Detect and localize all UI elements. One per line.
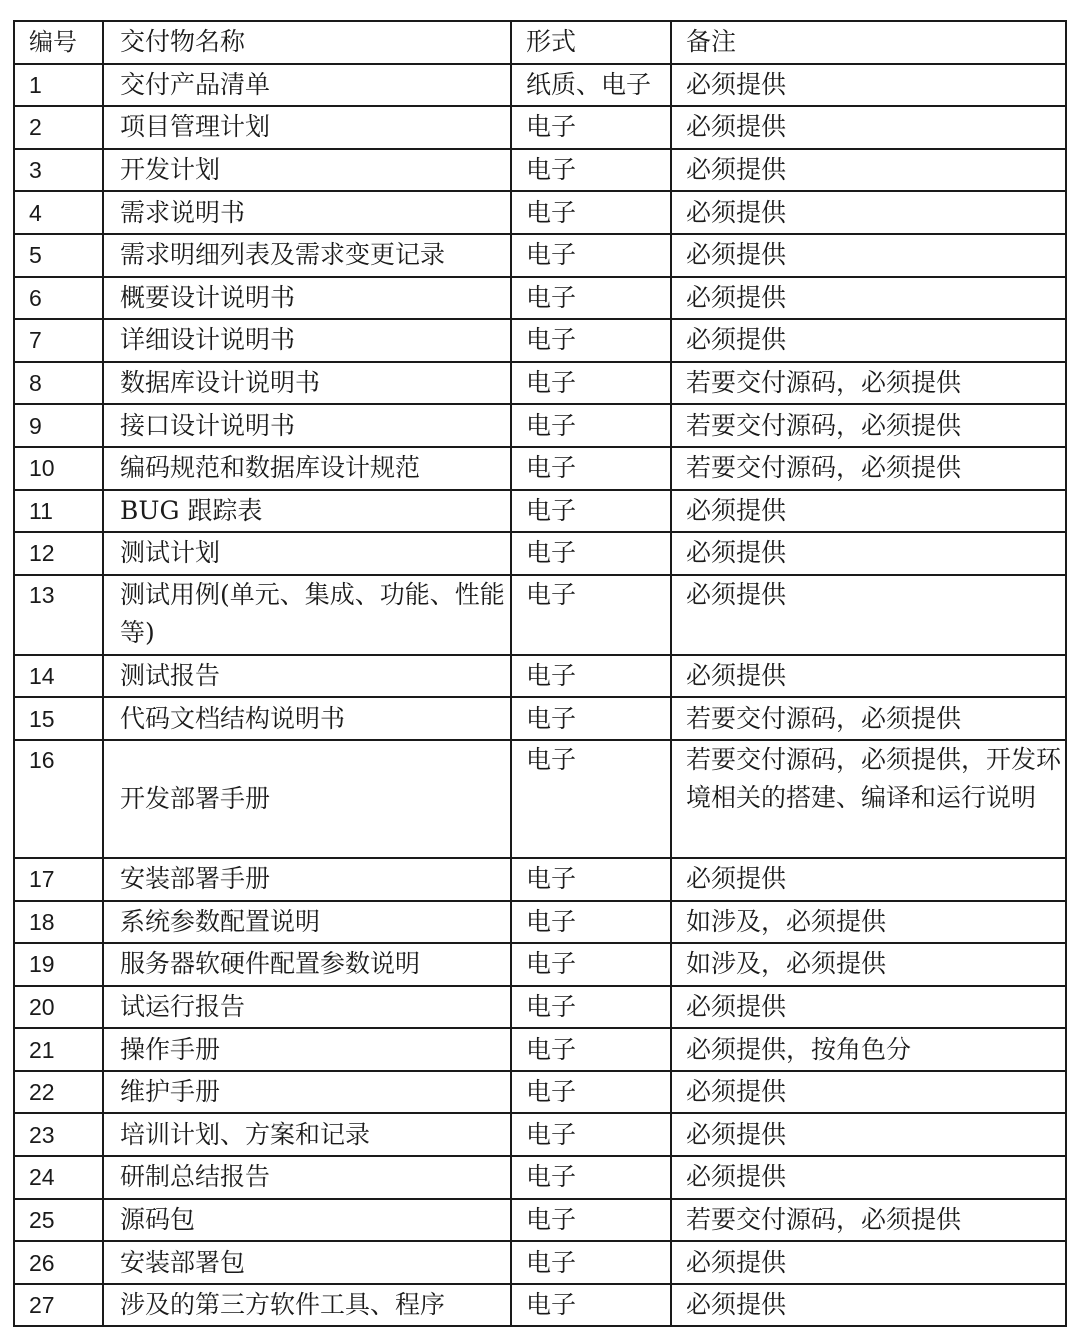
deliverables-table-container: [13, 20, 1065, 1327]
table-row: [14, 858, 1066, 901]
cell-number: 26: [14, 1241, 103, 1284]
cell-deliverable-name: 测试报告: [103, 655, 511, 698]
cell-form: 电子: [511, 447, 671, 490]
cell-remarks: 必须提供: [671, 277, 1066, 320]
cell-remarks: 必须提供: [671, 1071, 1066, 1114]
cell-remarks: 若要交付源码，必须提供: [671, 1199, 1066, 1242]
cell-remarks: 必须提供: [671, 1156, 1066, 1199]
table-row: [14, 575, 1066, 655]
cell-remarks: 若要交付源码，必须提供: [671, 697, 1066, 740]
cell-number: 12: [14, 532, 103, 575]
table-row: [14, 532, 1066, 575]
table-body: [14, 21, 1066, 1326]
cell-form: 电子: [511, 655, 671, 698]
table-row: [14, 277, 1066, 320]
table-row: [14, 943, 1066, 986]
table-row: [14, 1156, 1066, 1199]
cell-deliverable-name: 交付产品清单: [103, 64, 511, 107]
cell-number: 2: [14, 106, 103, 149]
cell-remarks: 如涉及，必须提供: [671, 901, 1066, 944]
cell-remarks: 必须提供: [671, 1284, 1066, 1327]
cell-remarks: 必须提供: [671, 575, 1066, 655]
cell-remarks: 必须提供，按角色分: [671, 1028, 1066, 1071]
cell-form: 电子: [511, 404, 671, 447]
cell-deliverable-name: 维护手册: [103, 1071, 511, 1114]
cell-deliverable-name: BUG 跟踪表: [103, 490, 511, 533]
table-row: [14, 655, 1066, 698]
cell-remarks: 必须提供: [671, 64, 1066, 107]
cell-deliverable-name: 操作手册: [103, 1028, 511, 1071]
cell-form: 电子: [511, 1028, 671, 1071]
cell-remarks: 必须提供: [671, 490, 1066, 533]
cell-number: 22: [14, 1071, 103, 1114]
table-row: [14, 1284, 1066, 1327]
cell-remarks: 必须提供: [671, 106, 1066, 149]
cell-form: 电子: [511, 191, 671, 234]
cell-form: 电子: [511, 1284, 671, 1327]
cell-number: 24: [14, 1156, 103, 1199]
cell-form: 电子: [511, 1241, 671, 1284]
table-row: [14, 191, 1066, 234]
table-row: [14, 234, 1066, 277]
cell-deliverable-name: 需求明细列表及需求变更记录: [103, 234, 511, 277]
cell-deliverable-name: 服务器软硬件配置参数说明: [103, 943, 511, 986]
cell-deliverable-name: 概要设计说明书: [103, 277, 511, 320]
cell-remarks: 必须提供: [671, 1113, 1066, 1156]
deliverables-table: [13, 20, 1067, 1327]
cell-form: 电子: [511, 1156, 671, 1199]
cell-form: 电子: [511, 490, 671, 533]
cell-deliverable-name: 开发部署手册: [103, 740, 511, 858]
cell-number: 15: [14, 697, 103, 740]
table-row: [14, 106, 1066, 149]
cell-deliverable-name: 培训计划、方案和记录: [103, 1113, 511, 1156]
cell-number: 18: [14, 901, 103, 944]
table-row: [14, 1241, 1066, 1284]
table-row: [14, 986, 1066, 1029]
cell-number: 19: [14, 943, 103, 986]
table-header-row: [14, 21, 1066, 64]
cell-form: 电子: [511, 234, 671, 277]
cell-form: 电子: [511, 697, 671, 740]
cell-number: 23: [14, 1113, 103, 1156]
table-row: [14, 149, 1066, 192]
cell-number: 14: [14, 655, 103, 698]
cell-form: 电子: [511, 740, 671, 858]
table-row: [14, 362, 1066, 405]
cell-remarks: 必须提供: [671, 1241, 1066, 1284]
cell-form: 电子: [511, 362, 671, 405]
cell-deliverable-name: 涉及的第三方软件工具、程序: [103, 1284, 511, 1327]
cell-remarks: 必须提供: [671, 319, 1066, 362]
cell-number: 1: [14, 64, 103, 107]
cell-number: 10: [14, 447, 103, 490]
cell-number: 3: [14, 149, 103, 192]
table-row: [14, 1028, 1066, 1071]
cell-remarks: 必须提供: [671, 191, 1066, 234]
cell-number: 27: [14, 1284, 103, 1327]
cell-deliverable-name: 项目管理计划: [103, 106, 511, 149]
table-row: [14, 1113, 1066, 1156]
cell-deliverable-name: 研制总结报告: [103, 1156, 511, 1199]
cell-deliverable-name: 系统参数配置说明: [103, 901, 511, 944]
cell-deliverable-name: 测试用例(单元、集成、功能、性能等): [103, 575, 511, 655]
cell-deliverable-name: 试运行报告: [103, 986, 511, 1029]
cell-number: 17: [14, 858, 103, 901]
cell-number: 20: [14, 986, 103, 1029]
cell-remarks: 若要交付源码，必须提供: [671, 447, 1066, 490]
cell-form: 电子: [511, 277, 671, 320]
cell-number: 5: [14, 234, 103, 277]
table-row: [14, 64, 1066, 107]
cell-remarks: 如涉及，必须提供: [671, 943, 1066, 986]
cell-form: 电子: [511, 986, 671, 1029]
cell-deliverable-name: 开发计划: [103, 149, 511, 192]
cell-form: 电子: [511, 901, 671, 944]
table-row: [14, 490, 1066, 533]
cell-remarks: 必须提供: [671, 532, 1066, 575]
cell-deliverable-name: 需求说明书: [103, 191, 511, 234]
cell-number: 7: [14, 319, 103, 362]
cell-form: 电子: [511, 943, 671, 986]
cell-number: 16: [14, 740, 103, 858]
table-row: [14, 319, 1066, 362]
cell-number: 25: [14, 1199, 103, 1242]
cell-number: 21: [14, 1028, 103, 1071]
cell-form: 电子: [511, 575, 671, 655]
cell-remarks: 必须提供: [671, 234, 1066, 277]
cell-deliverable-name: 接口设计说明书: [103, 404, 511, 447]
table-row: [14, 1199, 1066, 1242]
cell-remarks: 若要交付源码，必须提供: [671, 404, 1066, 447]
cell-remarks: 若要交付源码，必须提供，开发环境相关的搭建、编译和运行说明: [671, 740, 1066, 858]
table-row: [14, 901, 1066, 944]
cell-deliverable-name: 安装部署手册: [103, 858, 511, 901]
cell-form: 电子: [511, 858, 671, 901]
cell-form: 电子: [511, 532, 671, 575]
cell-form: 电子: [511, 1071, 671, 1114]
cell-form: 电子: [511, 149, 671, 192]
cell-number: 8: [14, 362, 103, 405]
table-row: [14, 740, 1066, 858]
cell-number: 9: [14, 404, 103, 447]
cell-deliverable-name: 代码文档结构说明书: [103, 697, 511, 740]
cell-form: 电子: [511, 106, 671, 149]
cell-number: 13: [14, 575, 103, 655]
cell-number: 6: [14, 277, 103, 320]
cell-deliverable-name: 源码包: [103, 1199, 511, 1242]
cell-deliverable-name: 编码规范和数据库设计规范: [103, 447, 511, 490]
header-deliverable-name: 交付物名称: [103, 21, 511, 64]
cell-form: 电子: [511, 1113, 671, 1156]
cell-form: 纸质、电子: [511, 64, 671, 107]
cell-deliverable-name: 数据库设计说明书: [103, 362, 511, 405]
cell-number: 4: [14, 191, 103, 234]
table-row: [14, 1071, 1066, 1114]
table-row: [14, 404, 1066, 447]
cell-form: 电子: [511, 1199, 671, 1242]
cell-remarks: 必须提供: [671, 655, 1066, 698]
table-row: [14, 697, 1066, 740]
cell-remarks: 必须提供: [671, 149, 1066, 192]
cell-remarks: 必须提供: [671, 858, 1066, 901]
cell-remarks: 若要交付源码，必须提供: [671, 362, 1066, 405]
cell-remarks: 必须提供: [671, 986, 1066, 1029]
header-remarks: 备注: [671, 21, 1066, 64]
cell-form: 电子: [511, 319, 671, 362]
header-form: 形式: [511, 21, 671, 64]
cell-deliverable-name: 详细设计说明书: [103, 319, 511, 362]
cell-deliverable-name: 安装部署包: [103, 1241, 511, 1284]
cell-number: 11: [14, 490, 103, 533]
table-row: [14, 447, 1066, 490]
header-number: 编号: [14, 21, 103, 64]
cell-deliverable-name: 测试计划: [103, 532, 511, 575]
